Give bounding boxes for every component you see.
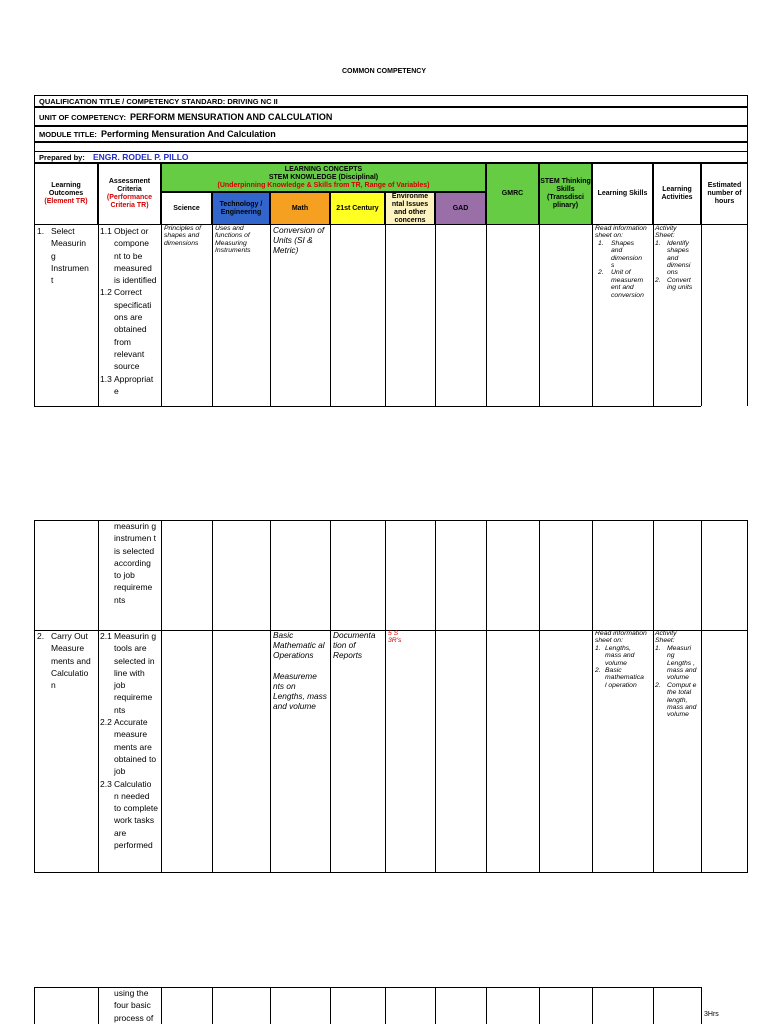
- skills-1-2-text: Unit of measurem ent and conversion: [611, 269, 644, 299]
- criteria-1-2-number: 1.2: [100, 287, 112, 298]
- table-row: [34, 225, 748, 406]
- outcome-1: [37, 225, 97, 286]
- math-1: Conversion of Units (SI & Metric): [273, 225, 325, 256]
- col-learning-outcomes-sub: (Element TR): [44, 198, 88, 205]
- criteria-2-1-number: 2.1: [100, 631, 112, 641]
- stem-knowledge-sub: (Underpinning Knowledge & Skills from TR, Range of Variables): [217, 181, 430, 189]
- criteria-1: [100, 225, 160, 397]
- col-stem-thinking: STEM Thinking Skills (Transdisci plinary): [539, 163, 592, 225]
- skills-2-intro: Read information sheet on:: [595, 630, 647, 645]
- criteria-2-2-number: 2.2: [100, 717, 112, 728]
- col-math: Math: [270, 192, 330, 225]
- prepared-label: Prepared by:: [39, 153, 85, 162]
- col-environmental: Environme ntal Issues and other concerns: [385, 192, 435, 225]
- environmental-2: 5 S 3R's: [388, 630, 402, 645]
- skills-1-1-text: Shapes and dimension s: [611, 239, 642, 270]
- criteria-2-continued: using the four basic process of: [114, 988, 154, 1023]
- module-row: [34, 126, 748, 142]
- skills-2-1-number: 1.: [595, 644, 601, 652]
- col-learning-outcomes: [34, 163, 98, 225]
- activities-1-1-text: Identify shapes and dimensi ons: [667, 239, 691, 277]
- document-title: COMMON COMPETENCY: [342, 68, 426, 75]
- col-gad: GAD: [435, 192, 486, 225]
- criteria-1-1-text: Object or compone nt to be measured is identified: [114, 226, 157, 286]
- criteria-2-2-text: Accurate measure ments are obtained to job: [114, 717, 157, 777]
- unit-value: PERFORM MENSURATION AND CALCULATION: [130, 112, 333, 122]
- activities-1-intro: Activity Sheet:: [655, 225, 677, 240]
- unit-row: [34, 107, 748, 126]
- col-assessment-sub: (Performance Criteria TR): [106, 194, 153, 209]
- col-science: Science: [161, 192, 212, 225]
- outcome-1-text: Select Measurin g Instrumen t: [51, 226, 89, 286]
- criteria-1-3-number: 1.3: [100, 373, 112, 384]
- col-technology: Technology / Engineering: [212, 192, 270, 225]
- math-2: [273, 630, 328, 711]
- col-learning-skills: Learning Skills: [592, 163, 653, 225]
- skills-2-2-number: 2.: [595, 667, 601, 675]
- criteria-2: [100, 630, 160, 851]
- skills-2-1-text: Lengths, mass and volume: [605, 644, 635, 667]
- outcome-2: [37, 630, 97, 691]
- activities-2-2-text: Comput e the total length, mass and volume: [667, 681, 697, 719]
- skills-2-2-text: Basic mathematica l operation: [605, 667, 644, 689]
- table-row: [34, 520, 748, 873]
- outcome-2-text: Carry Out Measure ments and Calculatio n: [51, 631, 91, 691]
- activities-2-intro: Activity Sheet:: [655, 630, 677, 645]
- skills-1-intro: Read information sheet on:: [595, 225, 647, 240]
- unit-label: UNIT OF COMPETENCY:: [39, 113, 126, 122]
- table-row: [34, 987, 748, 1024]
- criteria-1-1-number: 1.1: [100, 226, 112, 236]
- technology-1: Uses and functions of Measuring Instruments: [215, 225, 251, 255]
- col-assessment-criteria: [98, 163, 161, 225]
- outcome-1-number: 1.: [37, 226, 45, 236]
- outcome-2-number: 2.: [37, 631, 45, 641]
- criteria-2-3-number: 2.3: [100, 778, 112, 789]
- learning-concepts-title: LEARNING CONCEPTS: [284, 165, 363, 173]
- qualification-row: [34, 95, 748, 107]
- col-learning-outcomes-label: Learning Outcomes: [48, 182, 84, 197]
- stem-knowledge-title: STEM KNOWLEDGE (Disciplinal): [268, 173, 379, 181]
- module-label: MODULE TITLE:: [39, 130, 97, 139]
- skills-1: [595, 225, 651, 299]
- col-assessment-label: Assessment Criteria: [108, 178, 151, 193]
- stem-knowledge-header: [161, 163, 486, 192]
- activities-1-2-text: Convert ing units: [667, 276, 693, 292]
- activities-2-1-text: Measuri ng Lengths , mass and volume: [667, 644, 697, 682]
- activities-1: [655, 225, 701, 292]
- activities-1-2-number: 2.: [655, 276, 661, 284]
- science-1: Principles of shapes and dimensions: [164, 225, 202, 247]
- estimated-hours-value: 3Hrs: [704, 1011, 719, 1018]
- math-2-measurements: Measureme nts on Lengths, mass and volume: [273, 670, 327, 712]
- prepared-value: ENGR. RODEL P. PILLO: [92, 152, 189, 162]
- criteria-1-continued: measurin g instrumen t is selected according to job requireme nts: [114, 521, 157, 605]
- criteria-2-3-text: Calculatio n needed to complete work tasks are performed: [114, 778, 158, 851]
- activities-2-1-number: 1.: [655, 644, 661, 652]
- criteria-2-1-text: Measurin g tools are selected in line with job requireme nts: [114, 631, 157, 715]
- col-learning-activities: Learning Activities: [653, 163, 701, 225]
- skills-2: [595, 630, 651, 689]
- activities-1-1-number: 1.: [655, 239, 661, 247]
- activities-2-2-number: 2.: [655, 681, 661, 689]
- skills-1-2-number: 2.: [598, 269, 604, 277]
- col-estimated-hours: Estimated number of hours: [701, 163, 748, 225]
- criteria-1-3-text: Appropriat e: [114, 373, 154, 396]
- col-gmrc: GMRC: [486, 163, 539, 225]
- activities-2: [655, 630, 701, 719]
- skills-1-1-number: 1.: [598, 239, 604, 247]
- blank-row: [34, 142, 748, 151]
- qualification-text: QUALIFICATION TITLE / COMPETENCY STANDARD: DRIVING NC II: [39, 97, 278, 106]
- criteria-1-2-text: Correct specificati ons are obtained from relevant source: [114, 287, 152, 372]
- century-2: Documenta tion of Reports: [333, 630, 376, 661]
- math-2-operations: Basic Mathematic al Operations: [273, 630, 325, 661]
- prepared-row: [34, 151, 748, 163]
- module-value: Performing Mensuration And Calculation: [101, 129, 276, 139]
- col-21st-century: 21st Century: [330, 192, 385, 225]
